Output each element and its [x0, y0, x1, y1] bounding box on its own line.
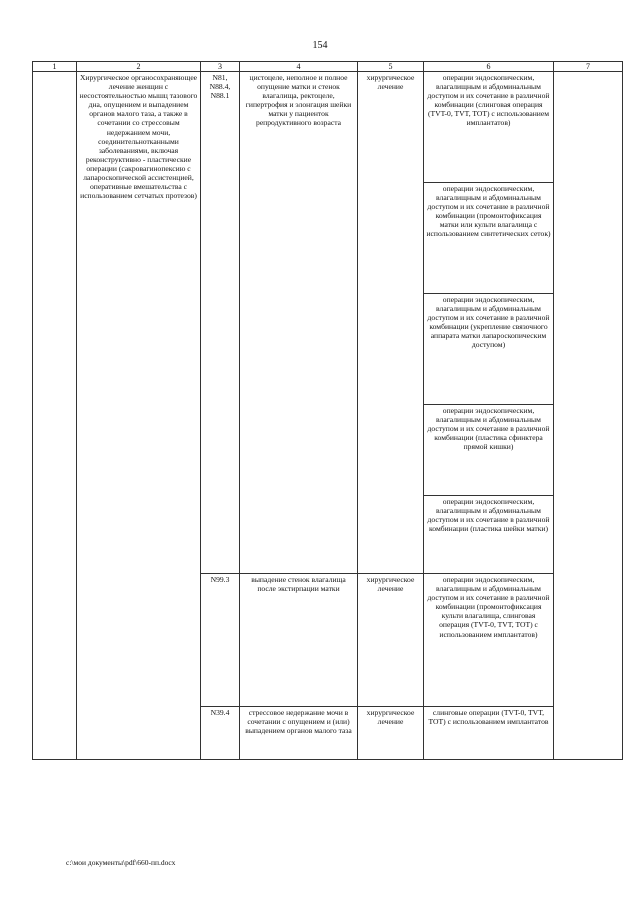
header-row [33, 62, 623, 72]
method-cell: слинговые операции (TVT-0, TVT, TOT) с использованием имплантатов [424, 707, 554, 760]
file-path-footer: c:\мои документы\pdf\660-пп.docx [66, 858, 176, 867]
icd-codes-cell: N39.4 [201, 707, 240, 760]
method-cell: операции эндоскопическим, влагалищным и абдоминальным доступом и их сочетание в различной комбинации (укрепление связочного аппарата матки лапароскопическим доступом) [424, 294, 554, 405]
icd-codes-cell: N99.3 [201, 574, 240, 707]
header-col-1: 1 [33, 62, 77, 72]
services-table [32, 61, 623, 760]
patient-model-cell: цистоцеле, неполное и полное опущение матки и стенок влагалища, ректоцеле, гипертрофия и элонгация шейки матки у пациенток репродуктивного возраста [240, 72, 358, 574]
treatment-type-cell: хирургическое лечение [358, 574, 424, 707]
patient-model-cell: стрессовое недержание мочи в сочетании с опущением и (или) выпадением органов малого таза [240, 707, 358, 760]
method-cell: операции эндоскопическим, влагалищным и абдоминальным доступом и их сочетание в различной комбинации (слинговая операция (TVT-0, TVT, TOT) с использованием имплантатов) [424, 72, 554, 183]
method-cell: операции эндоскопическим, влагалищным и абдоминальным доступом и их сочетание в различной комбинации (пластика сфинктера прямой кишки) [424, 405, 554, 496]
patient-model-cell: выпадение стенок влагалища после экстирпации матки [240, 574, 358, 707]
icd-codes-cell: N81, N88.4, N88.1 [201, 72, 240, 574]
method-cell: операции эндоскопическим, влагалищным и абдоминальным доступом и их сочетание в различной комбинации (промонтофиксация матки или культи влагалища с использованием синтетических сеток) [424, 183, 554, 294]
method-cell: операции эндоскопическим, влагалищным и абдоминальным доступом и их сочетание в различной комбинации (промонтофиксация культи влагалища, слинговая операция (TVT-0, TVT, TOT) с использованием имплантатов) [424, 574, 554, 707]
treatment-type-cell: хирургическое лечение [358, 707, 424, 760]
row-number-cell [33, 72, 77, 760]
header-col-6: 6 [424, 62, 554, 72]
header-col-2: 2 [77, 62, 201, 72]
header-col-7: 7 [554, 62, 623, 72]
table-row [33, 72, 623, 183]
header-col-5: 5 [358, 62, 424, 72]
treatment-type-cell: хирургическое лечение [358, 72, 424, 574]
service-name-cell: Хирургическое органосохраняющее лечение женщин с несостоятельностью мышц тазового дна, опущением и выпадением органов малого таза, а также в сочетании со стрессовым недержанием мочи, соединительнотканными заболеваниями, включая реконструктивно - пластические операции (сакровагинопексию с лапароскопической ассистенцией, оперативные вмешательства с использованием сетчатых протезов) [77, 72, 201, 760]
page-number: 154 [312, 40, 328, 51]
cost-cell [554, 72, 623, 760]
header-col-3: 3 [201, 62, 240, 72]
header-col-4: 4 [240, 62, 358, 72]
method-cell: операции эндоскопическим, влагалищным и абдоминальным доступом и их сочетание в различной комбинации (пластика шейки матки) [424, 496, 554, 574]
